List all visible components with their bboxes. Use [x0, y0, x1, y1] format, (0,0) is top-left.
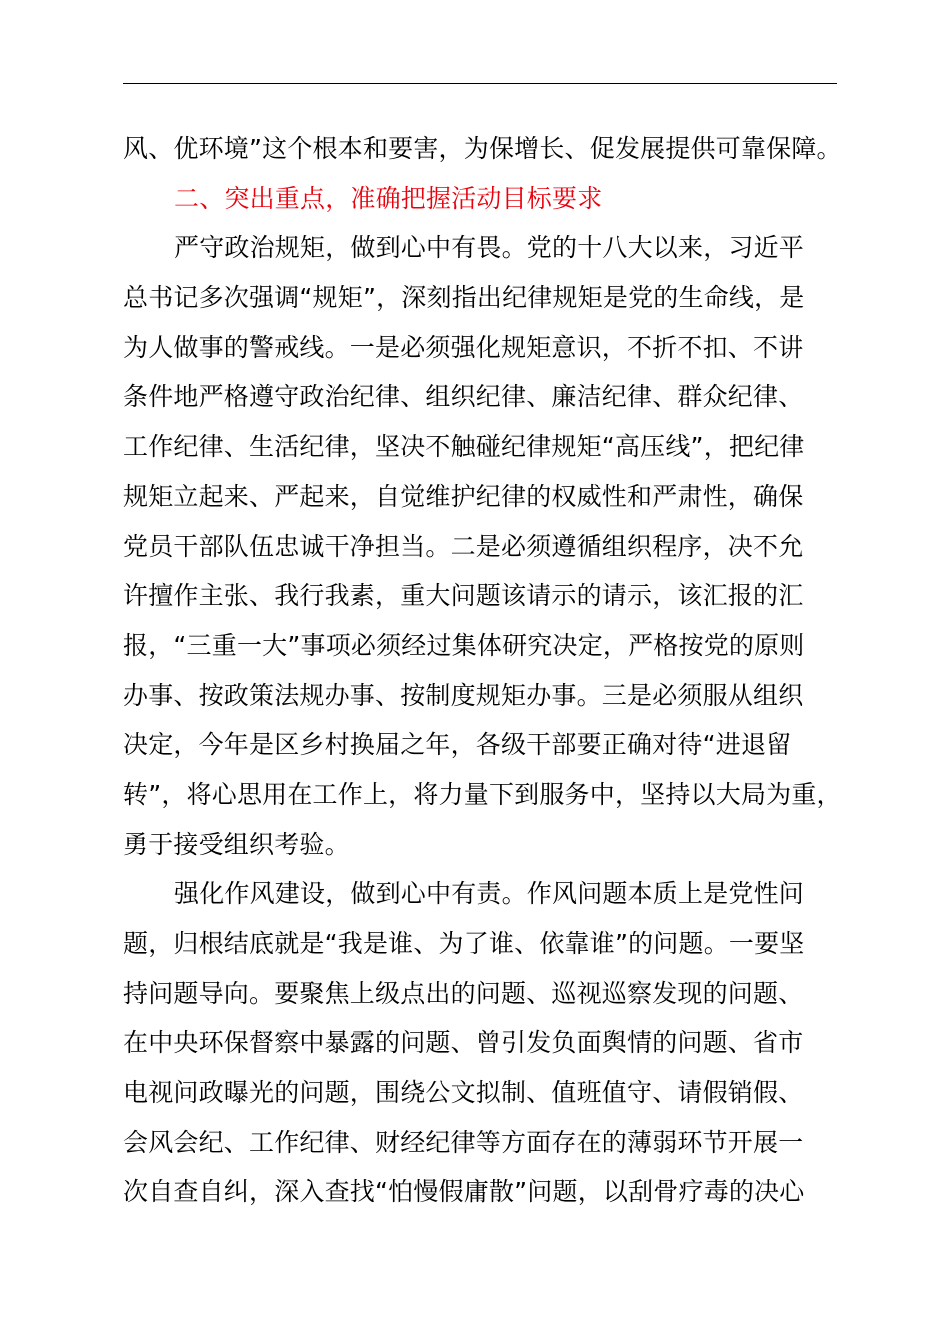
section-heading: 二、突出重点，准确把握活动目标要求	[174, 183, 603, 213]
header-rule	[123, 83, 837, 84]
text-line: 转”，将心思用在工作上，将力量下到服务中，坚持以大局为重，	[123, 779, 842, 809]
text-line: 决定，今年是区乡村换届之年，各级干部要正确对待“进退留	[123, 730, 792, 760]
text-line: 题，归根结底就是“我是谁、为了谁、依靠谁”的问题。一要坚	[123, 929, 805, 958]
text-line: 总书记多次强调“规矩”，深刻指出纪律规矩是党的生命线，是	[123, 283, 805, 313]
document-body	[123, 124, 863, 1217]
text-line: 勇于接受组织考验。	[123, 829, 350, 859]
paragraph-start-line: 强化作风建设，做到心中有责。作风问题本质上是党性问	[174, 879, 805, 909]
paragraph-start-line: 严守政治规矩，做到心中有畏。党的十八大以来，习近平	[174, 233, 805, 263]
text-line: 条件地严格遵守政治纪律、组织纪律、廉洁纪律、群众纪律、	[123, 382, 804, 412]
text-line: 持问题导向。要聚焦上级点出的问题、巡视巡察发现的问题、	[123, 978, 804, 1008]
text-line: 次自查自纠，深入查找“怕慢假庸散”问题，以刮骨疗毒的决心	[123, 1177, 805, 1207]
text-line: 为人做事的警戒线。一是必须强化规矩意识，不折不扣、不讲	[123, 332, 804, 362]
text-line: 电视问政曝光的问题，围绕公文拟制、值班值守、请假销假、	[123, 1078, 804, 1108]
text-line: 风、优环境”这个根本和要害，为保增长、促发展提供可靠保障。	[123, 134, 842, 163]
text-line: 党员干部队伍忠诚干净担当。二是必须遵循组织程序，决不允	[123, 531, 804, 561]
text-line: 在中央环保督察中暴露的问题、曾引发负面舆情的问题、省市	[123, 1028, 804, 1058]
text-line: 规矩立起来、严起来，自觉维护纪律的权威性和严肃性，确保	[123, 481, 804, 511]
text-line: 报，“三重一大”事项必须经过集体研究决定，严格按党的原则	[123, 630, 805, 660]
text-line: 许擅作主张、我行我素，重大问题该请示的请示，该汇报的汇	[123, 581, 804, 611]
text-line: 办事、按政策法规办事、按制度规矩办事。三是必须服从组织	[123, 680, 804, 710]
text-line: 工作纪律、生活纪律，坚决不触碰纪律规矩“高压线”，把纪律	[123, 432, 805, 462]
text-line: 会风会纪、工作纪律、财经纪律等方面存在的薄弱环节开展一	[123, 1127, 804, 1157]
